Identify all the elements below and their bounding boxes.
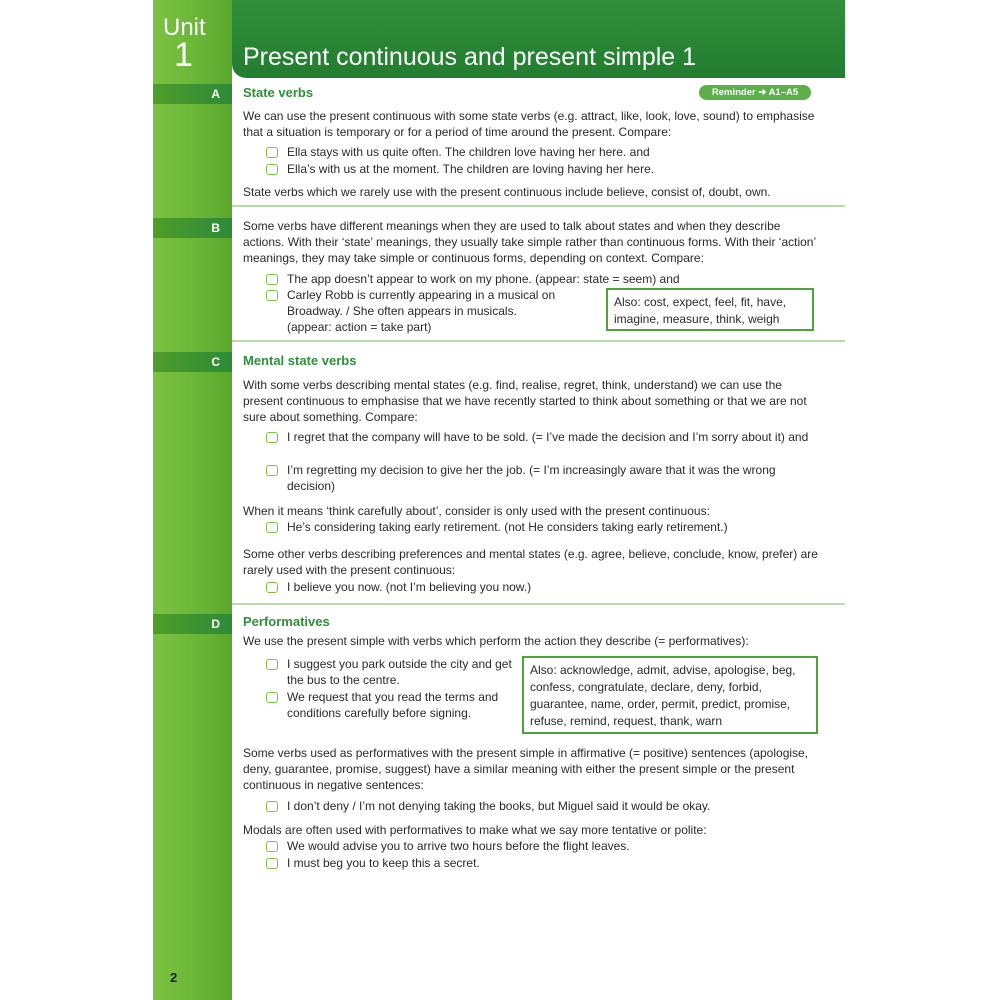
section-c-intro: With some verbs describing mental states (e.g. find, realise, regret, think, understand) we can use the present continuous to emphasise that we have recently started to think about something or that we are not sure about something. Compare: (243, 378, 807, 424)
section-divider (232, 340, 845, 342)
example-bullet-icon (266, 465, 278, 476)
section-c-example-2: I’m regretting my decision to give her the job. (= I’m increasingly aware that it was the wrong decision) (287, 463, 776, 493)
section-d-modal-intro: Modals are often used with performatives to make what we say more tentative or polite: (243, 823, 707, 837)
example-bullet-icon (266, 164, 278, 175)
left-margin-bar (153, 0, 232, 1000)
section-b-intro: Some verbs have different meanings when they are used to talk about states and when they describe actions. With their ‘state’ meanings, they usually take simple rather than continuous forms. With their ‘action’ meanings, they may take simple or continuous forms, depending on context. Compare: (243, 219, 816, 265)
page-number: 2 (170, 970, 178, 985)
section-a-example-2: Ella’s with us at the moment. The children are loving having her here. (287, 162, 655, 176)
section-c-example-1: I regret that the company will have to be sold. (= I’ve made the decision and I’m sorry about it) and (287, 430, 809, 444)
section-divider (232, 205, 845, 207)
section-d-modal-example-1: We would advise you to arrive two hours before the flight leaves. (287, 839, 630, 853)
section-d-modal-example-2: I must beg you to keep this a secret. (287, 856, 480, 870)
section-d-also-box: Also: acknowledge, admit, advise, apologise, beg, confess, congratulate, declare, deny, forbid, guarantee, name, order, permit, predict, promise, refuse, remind, request, thank, warn (522, 656, 818, 734)
section-tab-b: B (153, 218, 232, 238)
section-c-title: Mental state verbs (243, 353, 357, 368)
section-a-note: State verbs which we rarely use with the present continuous include believe, consist of, doubt, own. (243, 185, 771, 199)
unit-label: Unit (163, 14, 206, 41)
example-bullet-icon (266, 432, 278, 443)
section-tab-a: A (153, 84, 232, 104)
example-bullet-icon (266, 522, 278, 533)
section-b-example-1: The app doesn’t appear to work on my phone. (appear: state = seem) and (287, 272, 680, 286)
example-bullet-icon (266, 582, 278, 593)
example-bullet-icon (266, 858, 278, 869)
section-c-consider-intro: When it means ‘think carefully about’, consider is only used with the present continuous: (243, 504, 710, 518)
example-bullet-icon (266, 659, 278, 670)
section-tab-d: D (153, 614, 232, 634)
example-bullet-icon (266, 147, 278, 158)
section-d-example-2: We request that you read the terms and conditions carefully before signing. (287, 690, 499, 720)
section-d-similar-example: I don’t deny / I’m not denying taking the books, but Miguel said it would be okay. (287, 799, 711, 813)
reminder-badge: Reminder ➔ A1–A5 (699, 85, 811, 100)
section-d-title: Performatives (243, 614, 330, 629)
section-d-example-1: I suggest you park outside the city and get the bus to the centre. (287, 657, 512, 687)
unit-number: 1 (174, 36, 193, 74)
example-bullet-icon (266, 801, 278, 812)
section-c-other-intro: Some other verbs describing preferences and mental states (e.g. agree, believe, conclude, know, prefer) are rarely used with the present continuous: (243, 547, 818, 577)
page-title: Present continuous and present simple 1 (243, 43, 697, 71)
example-bullet-icon (266, 274, 278, 285)
section-c-consider-example: He’s considering taking early retirement. (not He considers taking early retirement.) (287, 520, 728, 534)
section-a-example-1: Ella stays with us quite often. The children love having her here. and (287, 145, 650, 159)
section-b-also-box: Also: cost, expect, feel, fit, have, imagine, measure, think, weigh (606, 288, 814, 331)
example-bullet-icon (266, 692, 278, 703)
example-bullet-icon (266, 841, 278, 852)
section-d-intro: We use the present simple with verbs which perform the action they describe (= performatives): (243, 634, 749, 648)
section-c-other-example: I believe you now. (not I’m believing you now.) (287, 580, 532, 594)
section-tab-c: C (153, 352, 232, 372)
example-bullet-icon (266, 290, 278, 301)
section-divider (232, 603, 845, 605)
section-b-example-2: Carley Robb is currently appearing in a musical on Broadway. / She often appears in musicals. (appear: action = take part) (287, 288, 556, 334)
section-a-intro: We can use the present continuous with some state verbs (e.g. attract, like, look, love, sound) to emphasise that a situation is temporary or for a period of time around the present. Compare: (243, 109, 815, 139)
section-a-title: State verbs (243, 85, 314, 100)
section-d-similar-intro: Some verbs used as performatives with the present simple in affirmative (= positive) sentences (apologise, deny, guarantee, promise, suggest) have a similar meaning with either the present simple or the present continuous in negative sentences: (243, 746, 809, 792)
